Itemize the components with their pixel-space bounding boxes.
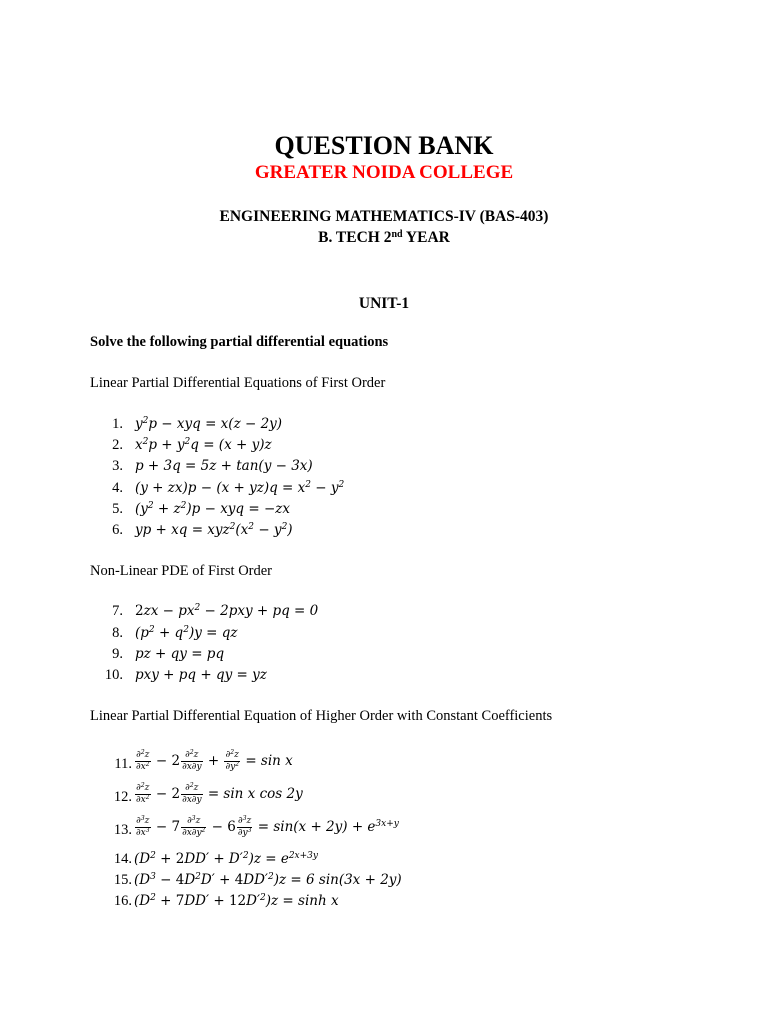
equation-text: $(D^2 + 2DD' + D'^2)z = e^{2x+3y}$: [134, 851, 318, 867]
year-suffix: YEAR: [402, 229, 450, 246]
equation-text: $\frac{\partial^3z}{\partial x^3}$ − 7 $\frac{\partial^3z}{\partial x\partial y^2}$ − 6 $\frac{\partial^3z}{\partial y^3}$ = $\sin(x + 2y) + e^{3x+y}$: [136, 815, 399, 838]
equation-text: $(D^3 - 4D^2D' + 4DD'^2)z = 6$ sin(3x + 2y): [134, 872, 402, 888]
equation-text: $\frac{\partial^2z}{\partial x^2}$ − 2 $\frac{\partial^2z}{\partial x\partial y}$ + $\frac{\partial^2z}{\partial y^2}$ = sin x: [136, 749, 293, 772]
subject-title: ENGINEERING MATHEMATICS-IV (BAS-403): [219, 208, 549, 225]
equation-number: 4.: [112, 480, 123, 496]
section-heading-higher-order: Linear Partial Differential Equation of Higher Order with Constant Coefficients: [90, 708, 553, 724]
equation-number: 7.: [112, 603, 123, 619]
equation-text: $(D^2 + 7DD' + 12D'^2)z = \sinh x$: [134, 893, 339, 909]
equation-text: $2zx - px^2 - 2pxy$ + pq = 0: [135, 603, 319, 619]
equation-number: 2.: [112, 437, 123, 453]
equation-number: 5.: [112, 501, 123, 517]
equation-text: $x^2p + y^2q = (x + y)z$: [135, 437, 272, 453]
unit-heading: UNIT-1: [358, 295, 410, 312]
equation-number: 15.: [113, 872, 132, 888]
equation-text: yp + xq = $xyz^2(x^2 - y^2)$: [135, 522, 293, 538]
equation-number: 13.: [113, 822, 132, 838]
page-title: QUESTION BANK: [274, 131, 494, 160]
equation-number: 1.: [112, 416, 123, 432]
section-heading-nonlinear-first-order: Non-Linear PDE of First Order: [90, 563, 273, 579]
year-superscript: nd: [391, 229, 403, 240]
equation-text: pxy + pq + qy = yz: [135, 667, 267, 683]
equation-text: $(p^2 + q^2)y$ = qz: [135, 625, 238, 641]
equation-number: 12.: [113, 789, 132, 805]
college-name: GREATER NOIDA COLLEGE: [254, 162, 514, 183]
equation-text: $\frac{\partial^2z}{\partial x^2}$ − 2 $\frac{\partial^2z}{\partial x\partial y}$ = sin x cos 2y: [136, 782, 303, 805]
course-year: [0, 229, 768, 247]
equation-number: 14.: [113, 851, 132, 867]
year-prefix: B. TECH 2: [318, 229, 392, 246]
equation-number: 9.: [112, 646, 123, 662]
equation-number: 6.: [112, 522, 123, 538]
equation-text: $(y + zx)p - (x + yz)q = x^2 - y^2$: [135, 480, 345, 496]
equation-number: 11.: [114, 756, 132, 772]
equation-number: 8.: [112, 625, 123, 641]
equation-text: $y^2p$ − xyq = x(z − 2y): [135, 416, 283, 432]
equation-number: 16.: [113, 893, 132, 909]
instruction-text: Solve the following partial differential equations: [90, 334, 389, 350]
equation-text: pz + qy = pq: [135, 646, 225, 662]
section-heading-linear-first-order: Linear Partial Differential Equations of First Order: [90, 375, 386, 391]
equation-number: 3.: [112, 458, 123, 474]
equation-text: $(y^2 + z^2)p$ − xyq = −zx: [135, 501, 291, 517]
equation-number: 10.: [104, 667, 123, 683]
equation-text: p + 3q = 5z + tan(y − 3x): [135, 458, 313, 474]
